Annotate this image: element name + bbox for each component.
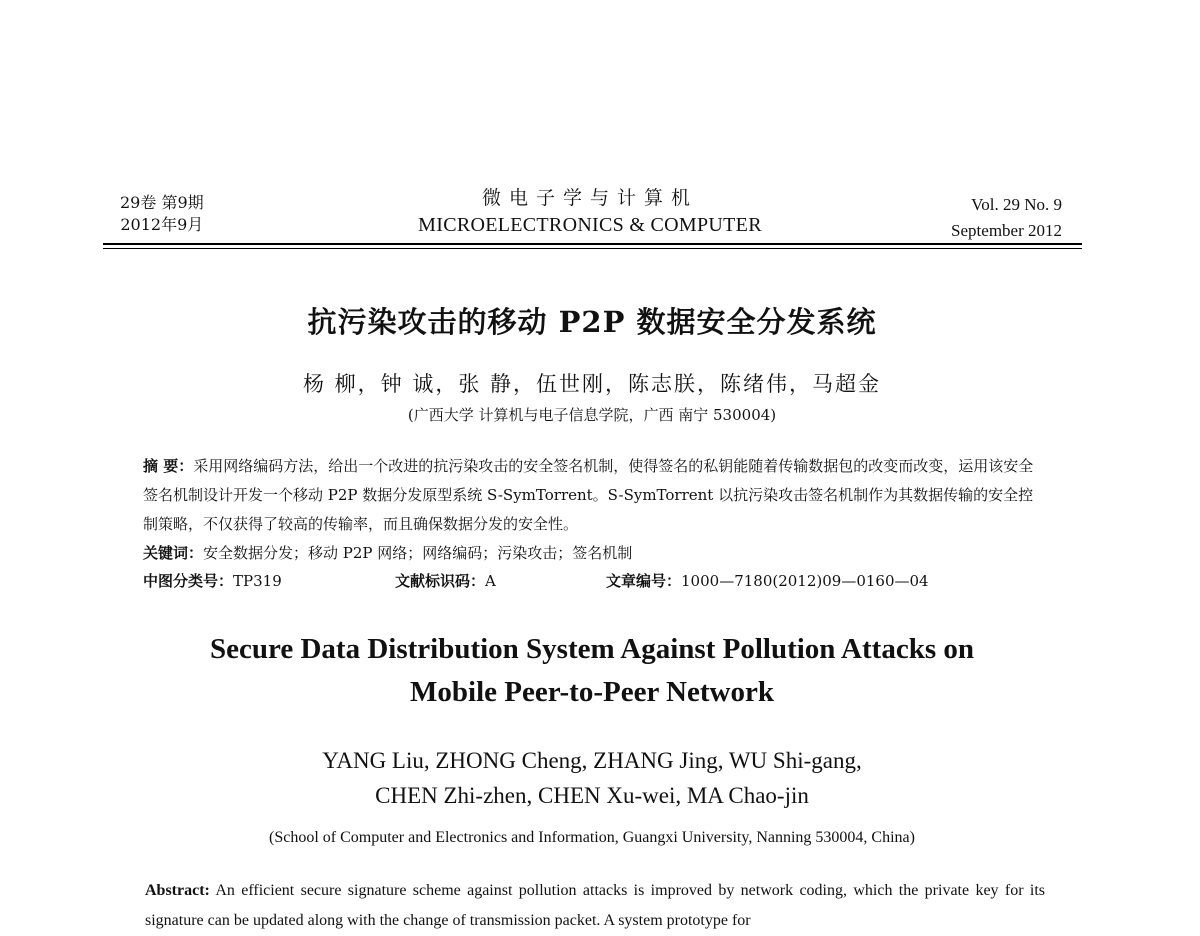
- date-en: September 2012: [951, 221, 1062, 240]
- affiliation-en: (School of Computer and Electronics and Information, Guangxi University, Nanning 530004, China): [269, 829, 915, 846]
- header-rule-thick: [103, 243, 1082, 245]
- header-right: [951, 192, 1062, 244]
- abstract-cn: [143, 452, 1048, 539]
- paper-title-en: [0, 628, 1184, 714]
- affiliation-cn: (广西大学 计算机与电子信息学院，广西 南宁 530004): [407, 406, 777, 424]
- clc-label: 中图分类号：: [143, 572, 234, 590]
- keywords-cn-text: 安全数据分发；移动 P2P 网络；网络编码；污染攻击；签名机制: [203, 544, 633, 562]
- header-rule-thin: [103, 248, 1082, 249]
- journal-name-cn: 微电子学与计算机: [481, 187, 698, 209]
- journal-title: [340, 186, 840, 240]
- clc-code: [143, 567, 282, 596]
- abstract-en-label: Abstract:: [145, 882, 210, 899]
- article-no-value: 1000—7180(2012)09—0160—04: [681, 572, 929, 590]
- authors-cn: 杨 柳，钟 诚，张 静，伍世刚，陈志朕，陈绪伟，马超金: [302, 372, 882, 396]
- abstract-en-text: An efficient secure signature scheme against pollution attacks is improved by network coding, which the private key for its signature can be updated along with the change of transmission packet. A system prototype for: [145, 882, 1046, 929]
- abstract-cn-label: 摘 要：: [143, 457, 194, 475]
- clc-value: TP319: [233, 572, 282, 590]
- volume-issue-cn: 29卷 第9期: [120, 193, 204, 212]
- date-cn: 2012年9月: [120, 215, 204, 234]
- keywords-cn-label: 关键词：: [143, 544, 204, 562]
- abstract-en-block: [145, 876, 1045, 936]
- doc-code-label: 文献标识码：: [395, 572, 486, 590]
- keywords-cn: [143, 539, 1048, 568]
- volume-issue-en: Vol. 29 No. 9: [971, 195, 1062, 214]
- paper-title-en-line1: Secure Data Distribution System Against Pollution Attacks on: [210, 633, 974, 665]
- authors-en: [0, 743, 1184, 813]
- header-left: [120, 192, 204, 236]
- authors-en-line1: YANG Liu, ZHONG Cheng, ZHANG Jing, WU Shi-gang,: [322, 748, 862, 773]
- doc-code-value: A: [485, 572, 496, 590]
- abstract-cn-text: 采用网络编码方法，给出一个改进的抗污染攻击的安全签名机制，使得签名的私钥能随着传输数据包的改变而改变，运用该安全签名机制设计开发一个移动 P2P 数据分发原型系统 S-SymTorrent。S-SymTorrent 以抗污染攻击签名机制作为其数据传输的安全控制策略，不仅获得了较高的传输率，而且确保数据分发的安全性。: [143, 457, 1034, 533]
- paper-title-cn: 抗污染攻击的移动 P2P 数据安全分发系统: [307, 305, 877, 339]
- paper-title-en-line2: Mobile Peer-to-Peer Network: [410, 676, 774, 708]
- abstract-cn-block: [143, 452, 1048, 568]
- article-number: [606, 567, 929, 596]
- doc-code: [395, 567, 496, 596]
- abstract-en: [145, 876, 1045, 936]
- article-no-label: 文章编号：: [606, 572, 682, 590]
- journal-name-en: MICROELECTRONICS & COMPUTER: [418, 214, 762, 236]
- authors-en-line2: CHEN Zhi-zhen, CHEN Xu-wei, MA Chao-jin: [375, 783, 809, 808]
